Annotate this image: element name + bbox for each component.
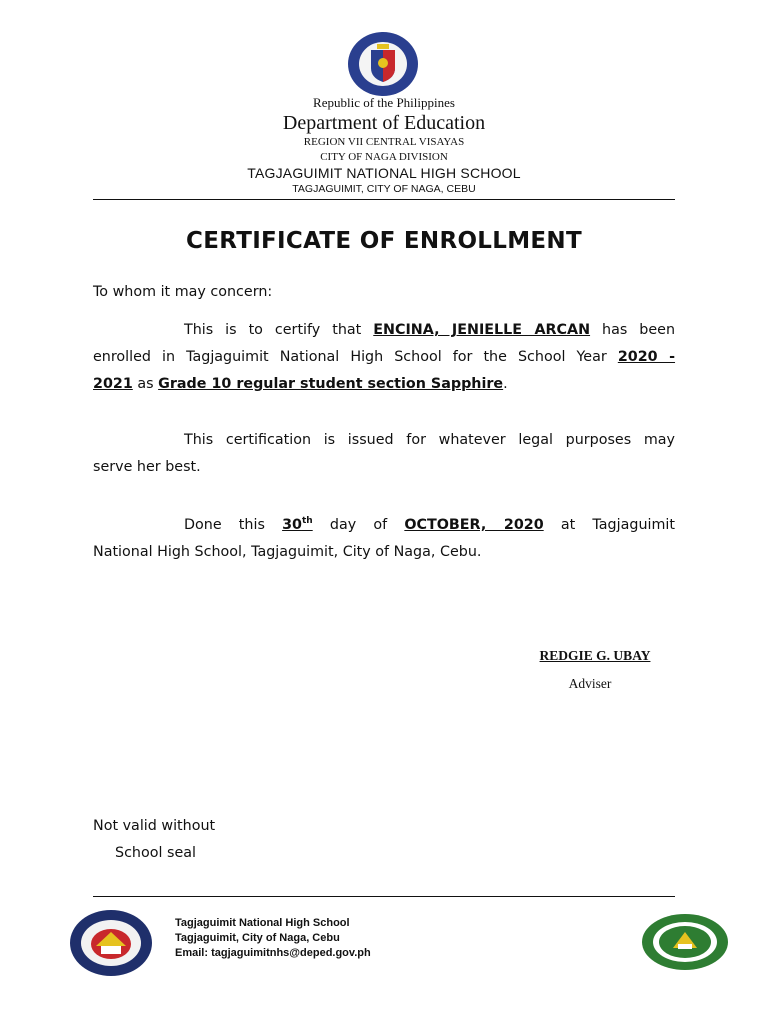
division-line: CITY OF NAGA DIVISION [320, 151, 448, 163]
body-text: day of [329, 516, 388, 533]
body-text: Done this [184, 516, 265, 533]
department-line: Department of Education [282, 112, 486, 134]
division-seal-icon [640, 912, 730, 972]
issue-day: 30th [282, 516, 313, 533]
body-text: at Tagjaguimit [560, 516, 675, 533]
republic-line: Republic of the Philippines [313, 95, 455, 110]
certification-paragraph [93, 317, 675, 398]
body-text: National High School, Tagjaguimit, City of Naga, Cebu. [93, 543, 482, 560]
school-year-start: 2020 - [617, 349, 676, 365]
signatory-name: REDGIE G. UBAY [539, 648, 651, 663]
school-address-line: TAGJAGUIMIT, CITY OF NAGA, CEBU [292, 183, 476, 195]
footer-contact [175, 916, 371, 961]
signatory-role: Adviser [568, 676, 612, 691]
page-title: CERTIFICATE OF ENROLLMENT [186, 228, 582, 254]
grade-section: Grade 10 regular student section Sapphire [158, 376, 504, 392]
date-paragraph [93, 508, 675, 566]
school-seal-icon [68, 908, 154, 978]
region-line: REGION VII CENTRAL VISAYAS [303, 136, 465, 148]
student-name: ENCINA, JENIELLE ARCAN [373, 322, 591, 338]
validity-note: Not valid without [93, 818, 216, 834]
body-text: serve her best. [93, 459, 201, 475]
body-text: . [503, 376, 508, 392]
footer-email: Email: tagjaguimitnhs@deped.gov.ph [175, 947, 371, 959]
purpose-paragraph [93, 427, 675, 481]
body-text: This certification is issued for whatever legal purposes may [184, 432, 675, 448]
body-text: enrolled in Tagjaguimit National High School for the School Year [93, 349, 607, 365]
body-text: has been [602, 322, 676, 338]
issue-month-year: OCTOBER, 2020 [404, 516, 544, 533]
deped-seal-icon [346, 30, 420, 98]
header-divider [93, 199, 675, 200]
salutation: To whom it may concern: [93, 284, 273, 300]
footer-school: Tagjaguimit National High School [175, 917, 350, 929]
footer-divider [93, 896, 675, 897]
footer-address: Tagjaguimit, City of Naga, Cebu [175, 932, 340, 944]
body-text: This is to certify that [184, 322, 362, 338]
school-year-end: 2021 [93, 376, 133, 392]
body-text: as [137, 376, 154, 392]
validity-note: School seal [115, 845, 196, 861]
school-name-line: TAGJAGUIMIT NATIONAL HIGH SCHOOL [247, 165, 521, 181]
